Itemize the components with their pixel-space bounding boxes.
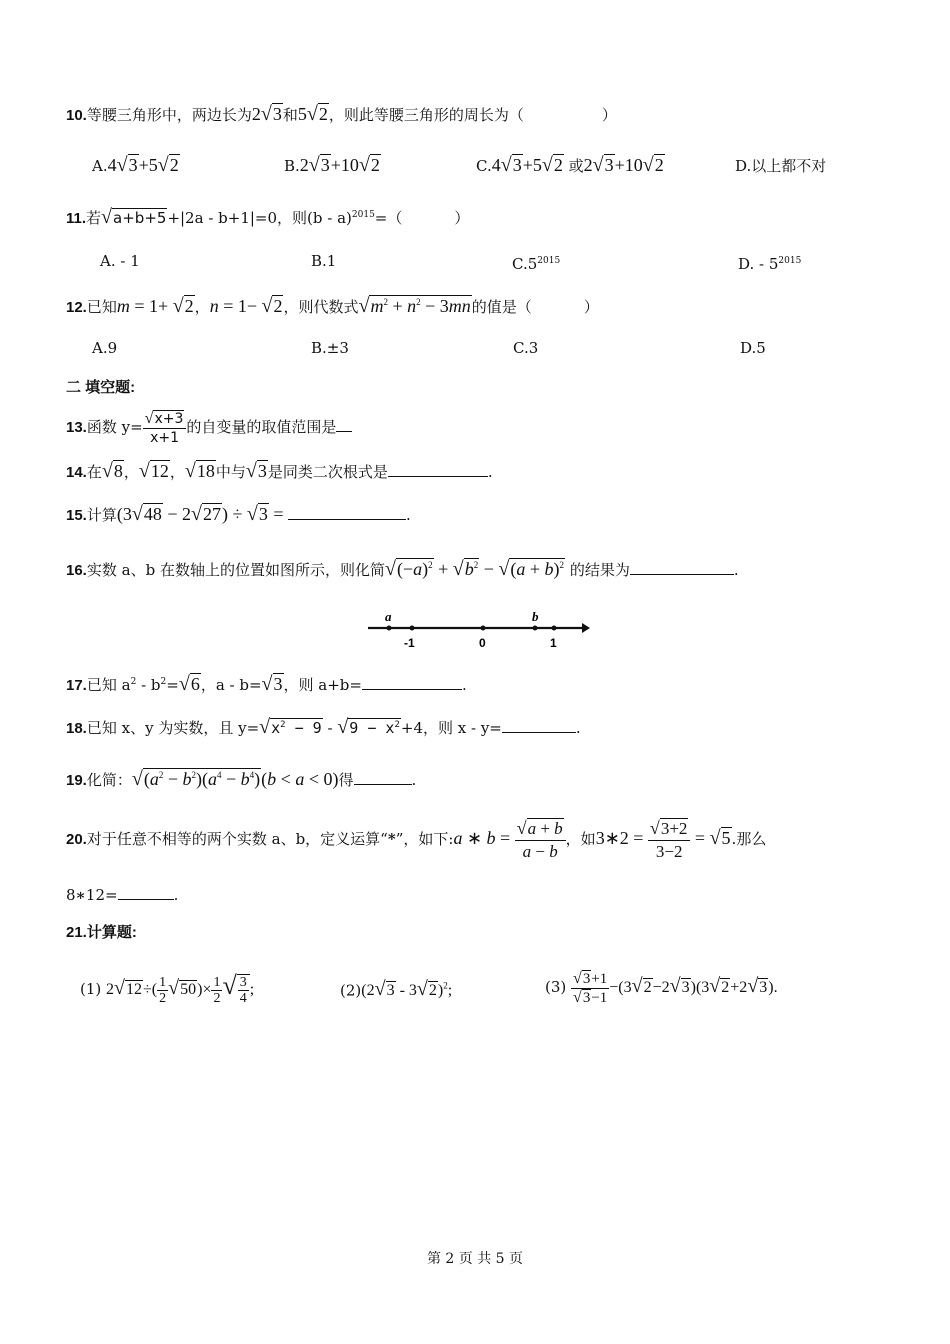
option-b: B.1 [311, 252, 337, 270]
page-footer: 第 2 页 共 5 页 [426, 1251, 524, 1267]
answer-blank[interactable] [630, 560, 734, 575]
question-18: 18.已知 x、y 为实数，且 $y=√x^2 - 9 - √9 - x^2+4$，则 x - y= . [66, 716, 581, 738]
answer-blank[interactable] [502, 718, 576, 733]
tick-0 [481, 626, 486, 631]
question-20: 20.对于任意不相等的两个实数 a、b，定义运算“*”，如下:a ∗ b = $\frac{√a + b}{a - b}$ ，如3∗2 = $\frac{√3+2}{3-2}$ = √5.那么 [66, 818, 767, 861]
question-12: 12.已知m = 1+ √2，n = 1− √2，则代数式$√m^2 + n^2 - 3mn$的值是（ ） [66, 295, 599, 317]
answer-blank[interactable] [362, 675, 462, 690]
label-1: 1 [550, 636, 557, 650]
label-minus-1: -1 [404, 636, 415, 650]
question-20-line-2: 8∗12= . [66, 886, 179, 904]
tick-minus-1 [410, 626, 415, 631]
question-13: 13.函数 y= $\frac{√x+3}{x+1}$ 的自变量的取值范围是 [66, 407, 352, 448]
option-b: B.±3 [311, 339, 349, 357]
question-19: 19.化简：$√(a^2 - b^2)(a^4 - b^4)(b < a < 0)$得 . [66, 768, 417, 790]
option-b: B.2√3+10√2 [284, 154, 380, 176]
point-a [387, 626, 392, 631]
label-a: a [385, 609, 392, 624]
q21-part-2: (2)(2√3 - 3√2)$^2$; [340, 978, 453, 1001]
option-c: $C.5^{2015}$ [512, 255, 561, 273]
option-d: D.以上都不对 [735, 157, 827, 175]
option-d: D.5 [740, 339, 766, 357]
question-number: 10. [66, 107, 87, 124]
label-0: 0 [479, 636, 486, 650]
number-line-figure [360, 603, 592, 653]
question-10: 10.等腰三角形中，两边长为2√3和5√2，则此等腰三角形的周长为（ ） [66, 103, 617, 125]
option-d: D. - $5^{2015}$ [738, 255, 802, 273]
tick-1 [552, 626, 557, 631]
answer-blank[interactable] [354, 770, 412, 785]
option-a: A.4√3+5√2 [92, 154, 179, 176]
section-title: 二 填空题: [66, 379, 136, 396]
option-a: A.9 [92, 339, 118, 357]
question-15: 15.计算(3√48 − 2√27) ÷ √3 = . [66, 503, 411, 525]
answer-blank[interactable] [288, 505, 406, 520]
arrow-head-icon [582, 623, 590, 633]
question-11: 11.若√a+b+5+|2a - b+1|=0，则(b - a)$^{2015}$=（ ） [66, 206, 470, 228]
answer-blank[interactable] [118, 885, 174, 900]
answer-blank[interactable] [388, 462, 488, 477]
question-17: 17.已知 $a^2 - b^2=√6$，a - b=√3，则 a+b= . [66, 673, 467, 695]
q21-part-3: (3) $\frac{√3+1}{√3-1}$ −(3√2−2√3)(3√2+2√3). [545, 969, 778, 1006]
q21-part-1: (1) 2√12÷( $\frac{1}{2}$ √50)× $\frac{1}{2}$ √ $\frac{3}{4}$ ; [80, 971, 255, 1007]
answer-blank[interactable] [336, 417, 352, 432]
option-a: A. - 1 [100, 252, 140, 270]
point-b [533, 626, 538, 631]
question-16: 16.实数 a、b 在数轴上的位置如图所示，则化简$√(-a)^2 + √b^2 - √(a + b)^2$ 的结果为 . [66, 558, 739, 580]
label-b: b [532, 609, 539, 624]
question-14: 14.在√8，√12，√18中与√3是同类二次根式是 . [66, 460, 493, 482]
option-c: C.4√3+5√2 或2√3+10√2 [476, 154, 664, 176]
option-c: C.3 [513, 339, 539, 357]
question-21: 21.计算题: [66, 924, 137, 941]
